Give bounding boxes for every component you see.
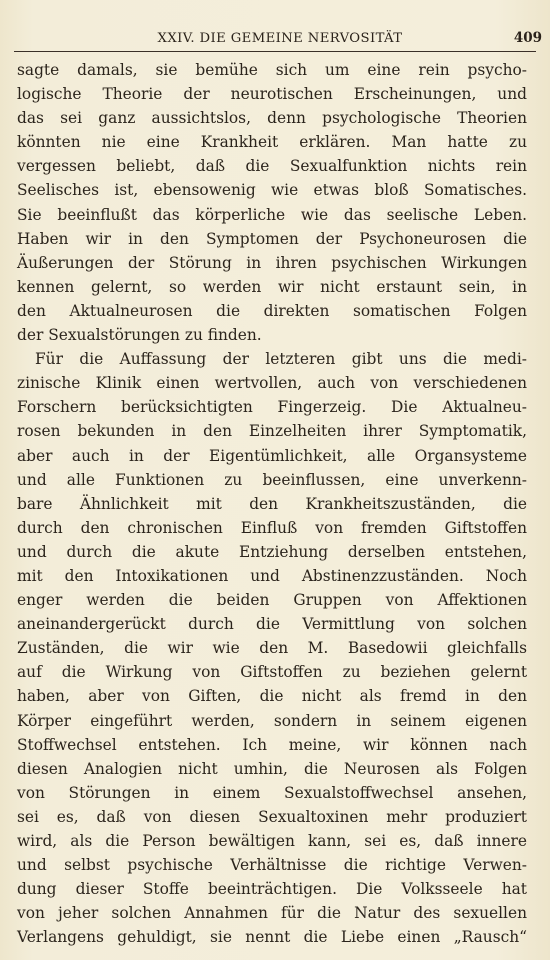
text-line: sagte damals, sie bemühe sich um eine rein psycho- (17, 61, 527, 79)
text-line: Seelisches ist, ebensowenig wie etwas bloß Somatisches. (17, 181, 527, 200)
text-line: von Störungen in einem Sexualstoffwechsel ansehen, (17, 783, 527, 802)
text-line: Haben wir in den Symptomen der Psychoneurosen die (17, 229, 527, 248)
text-line: Äußerungen der Störung in ihren psychischen Wirkungen (17, 253, 527, 272)
text-line: haben, aber von Giften, die nicht als fremd in den (17, 687, 527, 706)
text-line: zinische Klinik einen wertvollen, auch von verschiedenen (17, 374, 527, 393)
running-head: XXIV. DIE GEMEINE NERVOSITÄT (157, 31, 403, 46)
text-line: von jeher solchen Annahmen für die Natur des sexuellen (17, 904, 527, 923)
text-line: auf die Wirkung von Giftstoffen zu beziehen gelernt (17, 663, 527, 682)
text-line: vergessen beliebt, daß die Sexualfunktion nichts rein (17, 157, 527, 176)
text-line: Zuständen, die wir wie den M. Basedowii gleichfalls (17, 639, 527, 658)
text-line: den Aktualneurosen die direkten somatischen Folgen (17, 301, 527, 320)
text-line: logische Theorie der neurotischen Erscheinungen, und (17, 85, 527, 104)
text-line: sei es, daß von diesen Sexualtoxinen mehr produziert (17, 807, 527, 826)
text-line: wird, als die Person bewältigen kann, sei es, daß innere (17, 832, 527, 850)
text-line: könnten nie eine Krankheit erklären. Man hatte zu (17, 133, 527, 152)
text-line: und alle Funktionen zu beeinflussen, eine unverkenn- (17, 470, 527, 489)
text-line: und durch die akute Entziehung derselben entstehen, (17, 542, 527, 561)
text-line: Für die Auffassung der letzteren gibt uns die medi- (35, 350, 527, 369)
text-line: enger werden die beiden Gruppen von Affektionen (17, 591, 527, 610)
text-line: dung dieser Stoffe beeinträchtigen. Die Volksseele hat (17, 880, 527, 899)
text-line: das sei ganz aussichtslos, denn psychologische Theorien (17, 109, 527, 128)
paragraph (17, 347, 527, 949)
text-line: bare Ähnlichkeit mit den Krankheitszuständen, die (17, 494, 527, 513)
text-line: mit den Intoxikationen und Abstinenzzuständen. Noch (17, 566, 527, 585)
text-line: aneinandergerückt durch die Vermittlung von solchen (17, 615, 527, 634)
paragraph (17, 58, 527, 347)
text-line: kennen gelernt, so werden wir nicht erstaunt sein, in (17, 277, 527, 296)
text-line: aber auch in der Eigentümlichkeit, alle Organsysteme (17, 446, 527, 465)
page-header (18, 26, 542, 52)
page-number: 409 (513, 30, 542, 46)
text-line: durch den chronischen Einfluß von fremden Giftstoffen (17, 518, 527, 537)
text-line: rosen bekunden in den Einzelheiten ihrer Symptomatik, (17, 422, 527, 441)
text-line: diesen Analogien nicht umhin, die Neurosen als Folgen (17, 759, 527, 778)
header-rule (14, 51, 536, 52)
text-line: Körper eingeführt werden, sondern in seinem eigenen (17, 711, 527, 730)
text-line: Sie beeinflußt das körperliche wie das seelische Leben. (17, 205, 527, 224)
text-line: Forschern berücksichtigten Fingerzeig. Die Aktualneu- (17, 398, 527, 417)
text-line: und selbst psychische Verhältnisse die richtige Verwen- (17, 856, 527, 875)
text-line: Verlangens gehuldigt, sie nennt die Liebe einen „Rausch“ (17, 928, 527, 947)
text-line: Stoffwechsel entstehen. Ich meine, wir können nach (17, 735, 527, 754)
body-text (17, 58, 527, 949)
text-line: der Sexualstörungen zu finden. (17, 326, 262, 345)
